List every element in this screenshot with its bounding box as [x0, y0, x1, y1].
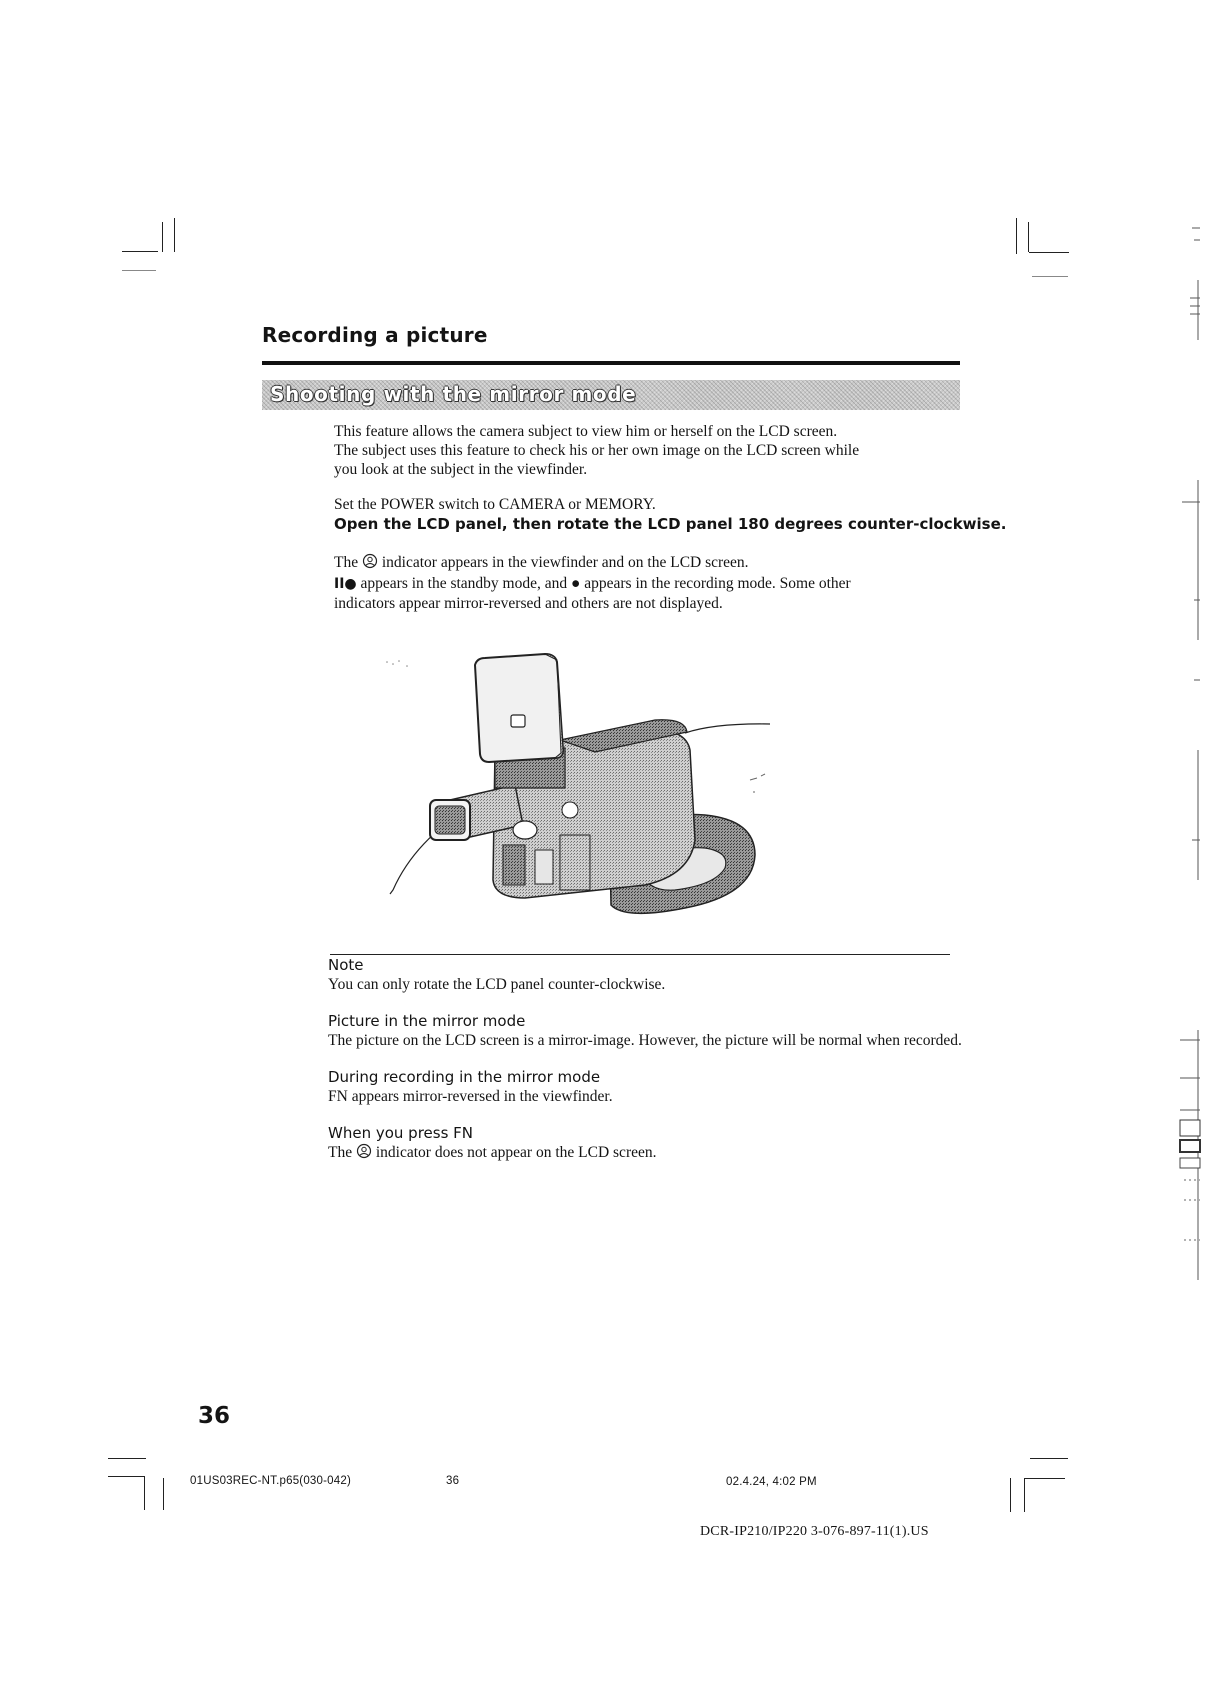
indicator-line-2 — [334, 574, 974, 594]
section-banner — [262, 380, 960, 410]
footer-model-code: DCR-IP210/IP220 3-076-897-11(1).US — [700, 1524, 929, 1539]
notes-section — [328, 956, 968, 1164]
crop-mark-top-right-h — [1029, 252, 1069, 253]
indicator-line-3: indicators appear mirror-reversed and others are not displayed. — [334, 595, 723, 612]
banner-title: Shooting with the mirror mode — [270, 382, 637, 406]
section-title: Recording a picture — [262, 323, 488, 347]
note-text: You can only rotate the LCD panel counter-clockwise. — [328, 976, 666, 993]
crop-mark-top-left-v1 — [162, 222, 163, 252]
footer-file-name: 01US03REC-NT.p65(030-042) — [190, 1475, 351, 1487]
press-fn-heading: When you press FN — [328, 1124, 474, 1142]
indicator-line-2-end: appears in the recording mode. Some other — [584, 575, 851, 592]
crop-mark-bottom-left-v2 — [163, 1478, 164, 1510]
crop-mark-bottom-left-v1 — [144, 1476, 145, 1510]
crop-mark-top-left-v2 — [174, 218, 175, 252]
camcorder-illustration — [385, 640, 785, 940]
crop-mark-bottom-left-h2 — [108, 1476, 144, 1477]
crop-mark-bottom-right-v2 — [1024, 1478, 1025, 1512]
crop-mark-bottom-right-h2 — [1025, 1478, 1065, 1479]
crop-mark-top-left-h — [122, 251, 158, 252]
indicator-line-1-start: The — [334, 554, 359, 571]
crop-mark-top-right-v2 — [1028, 222, 1029, 252]
crop-mark-top-right-v1 — [1016, 218, 1017, 254]
note-divider — [330, 954, 950, 955]
footer-print-page: 36 — [446, 1475, 460, 1487]
crop-mark-bottom-left-h — [108, 1458, 146, 1459]
mirror-mode-icon — [356, 1143, 372, 1164]
mirror-recording-text: FN appears mirror-reversed in the viewfinder. — [328, 1088, 613, 1105]
footer-timestamp: 02.4.24, 4:02 PM — [726, 1476, 817, 1488]
record-symbol: ● — [571, 575, 581, 592]
crop-mark-top-left-h2 — [122, 270, 156, 271]
intro-paragraph — [334, 422, 974, 479]
page-number: 36 — [198, 1403, 231, 1429]
step-2: Open the LCD panel, then rotate the LCD panel 180 degrees counter-clockwise. — [334, 515, 1007, 533]
intro-line-3: you look at the subject in the viewfinder. — [334, 461, 588, 478]
crop-mark-bottom-right-h — [1030, 1458, 1068, 1459]
crop-mark-bottom-right-v1 — [1010, 1478, 1011, 1512]
press-fn-text-start: The — [328, 1144, 353, 1161]
step-1: Set the POWER switch to CAMERA or MEMORY. — [334, 496, 656, 513]
intro-line-1: This feature allows the camera subject to view him or herself on the LCD screen. — [334, 423, 838, 440]
indicator-line-2-start: appears in the standby mode, and — [360, 575, 568, 592]
indicator-line-1-end: indicator appears in the viewfinder and on the LCD screen. — [381, 554, 749, 571]
title-rule — [262, 361, 960, 365]
indicator-line-1 — [334, 553, 974, 574]
note-heading: Note — [328, 956, 364, 974]
mirror-recording-heading: During recording in the mirror mode — [328, 1068, 601, 1086]
crop-mark-top-right-h2 — [1032, 276, 1068, 277]
standby-symbol: II● — [334, 576, 357, 592]
mirror-picture-heading: Picture in the mirror mode — [328, 1012, 526, 1030]
registration-strip — [1172, 100, 1202, 1320]
press-fn-text-end: indicator does not appear on the LCD screen. — [375, 1144, 657, 1161]
press-fn-text — [328, 1143, 968, 1164]
mirror-mode-icon — [362, 553, 378, 574]
mirror-picture-text: The picture on the LCD screen is a mirror-image. However, the picture will be normal when recorded. — [328, 1032, 962, 1049]
indicator-paragraph — [334, 553, 974, 613]
intro-line-2: The subject uses this feature to check his or her own image on the LCD screen while — [334, 442, 860, 459]
